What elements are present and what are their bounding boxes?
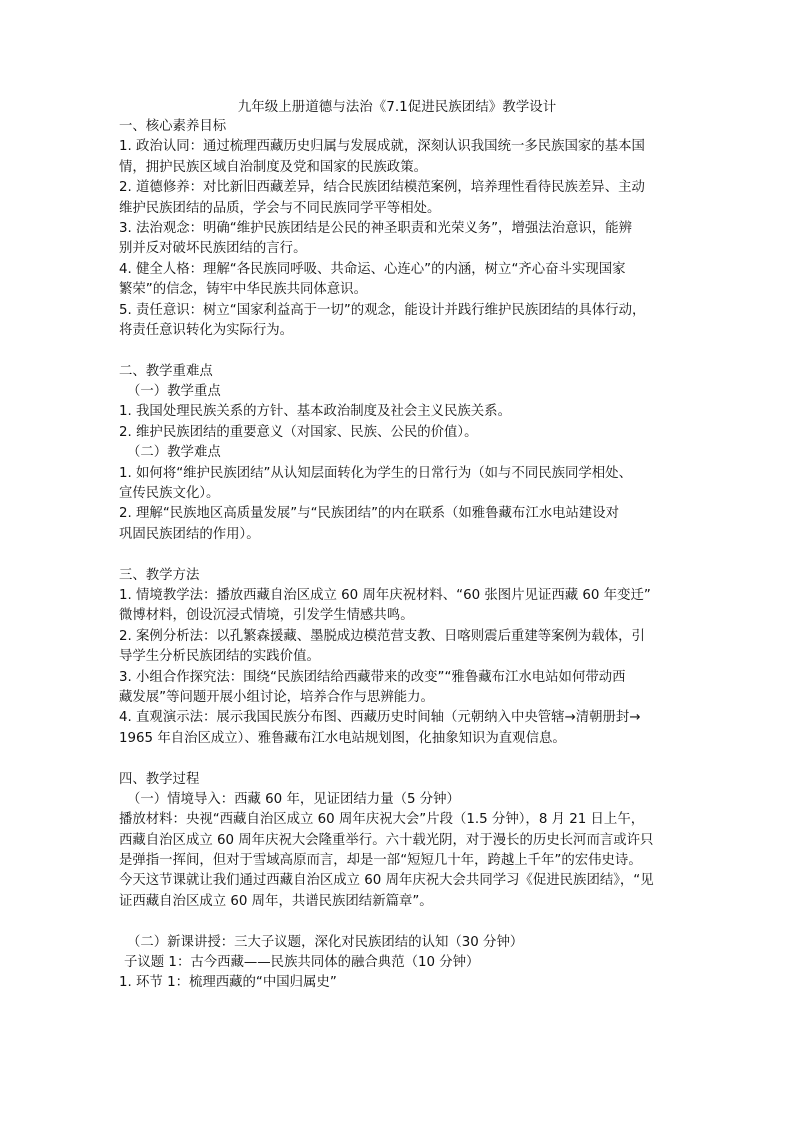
paragraph-line: 微博材料，创设沉浸式情境，引发学生情感共鸣。 [119,608,414,624]
topic-heading: 子议题 1：古今西藏——民族共同体的融合典范（10 分钟） [124,955,480,971]
paragraph-line: 3. 小组合作探究法：围绕“民族团结给西藏带来的改变”“雅鲁藏布江水电站如何带动西 [119,669,626,685]
step-heading: 1. 环节 1：梳理西藏的“中国归属史” [119,975,337,991]
paragraph-line: 播放材料：央视“西藏自治区成立 60 周年庆祝大会”片段（1.5 分钟），8 月 21 日上午， [119,812,645,828]
paragraph-line: 2. 案例分析法：以孔繁森援藏、墨脱成边模范营支教、日喀则震后重建等案例为载体，引 [119,628,645,644]
paragraph-line: 1. 我国处理民族关系的方针、基本政治制度及社会主义民族关系。 [119,404,511,420]
paragraph-line: 1965 年自治区成立）、雅鲁藏布江水电站规划图，化抽象知识为直观信息。 [119,730,566,746]
paragraph-line: 将责任意识转化为实际行为。 [119,322,294,338]
paragraph-line: 证西藏自治区成立 60 周年，共谱民族团结新篇章”。 [119,893,433,909]
blank-line [119,749,683,769]
paragraph-line: 宣传民族文化）。 [119,486,220,502]
paragraph-line: 繁荣”的信念，铸牢中华民族共同体意识。 [119,282,367,298]
paragraph-line: 2. 维护民族团结的重要意义（对国家、民族、公民的价值）。 [119,424,478,440]
paragraph-line: 5. 责任意识：树立“国家利益高于一切”的观念，能设计并践行维护民族团结的具体行动， [119,302,646,318]
section-heading-key-points: 二、教学重难点 [119,363,213,379]
section-heading-methods: 三、教学方法 [119,567,200,583]
document-title: 九年级上册道德与法治《7.1促进民族团结》教学设计 [237,99,557,115]
paragraph-line: 导学生分析民族团结的实践价值。 [119,649,320,665]
paragraph-line: 情，拥护民族区域自治制度及党和国家的民族政策。 [119,159,427,175]
document-body [119,117,683,994]
subheading-key-points: （一）教学重点 [127,384,221,400]
paragraph-line: 2. 理解“民族地区高质量发展”与“民族团结”的内在联系（如雅鲁藏布江水电站建设对 [119,506,620,522]
subheading-new-lesson: （二）新课讲授：三大子议题，深化对民族团结的认知（30 分钟） [127,934,524,950]
blank-line [119,545,683,565]
subheading-introduction: （一）情境导入：西藏 60 年，见证团结力量（5 分钟） [127,791,460,807]
paragraph-line: 维护民族团结的品质，学会与不同民族同学平等相处。 [119,200,441,216]
section-heading-process: 四、教学过程 [119,771,200,787]
paragraph-line: 1. 政治认同：通过梳理西藏历史归属与发展成就，深刻认识我国统一多民族国家的基本国 [119,139,645,155]
blank-line [119,912,683,932]
paragraph-line: 1. 如何将“维护民族团结”从认知层面转化为学生的日常行为（如与不同民族同学相处、 [119,465,632,481]
blank-line [119,341,683,361]
paragraph-line: 4. 健全人格：理解“各民族同呼吸、共命运、心连心”的内涵，树立“齐心奋斗实现国家 [119,261,626,277]
paragraph-line: 3. 法治观念：明确“维护民族团结是公民的神圣职责和光荣义务”，增强法治意识，能辨 [119,220,632,236]
paragraph-line: 今天这节课就让我们通过西藏自治区成立 60 周年庆祝大会共同学习《促进民族团结》，“见 [119,873,654,889]
paragraph-line: 是弹指一挥间，但对于雪域高原而言，却是一部“短短几十年，跨越上千年”的宏伟史诗。 [119,853,642,869]
paragraph-line: 4. 直观演示法：展示我国民族分布图、西藏历史时间轴（元朝纳入中央管辖→清朝册封→ [119,710,641,726]
paragraph-line: 2. 道德修养：对比新旧西藏差异，结合民族团结模范案例，培养理性看待民族差异、主动 [119,180,645,196]
paragraph-line: 1. 情境教学法：播放西藏自治区成立 60 周年庆祝材料、“60 张图片见证西藏 60 年变迁” [119,587,651,603]
section-heading-goals: 一、核心素养目标 [119,119,227,134]
paragraph-line: 藏发展”等问题开展小组讨论，培养合作与思辨能力。 [119,689,434,705]
subheading-difficulties: （二）教学难点 [127,445,221,461]
paragraph-line: 巩固民族团结的作用）。 [119,526,260,542]
paragraph-line: 别并反对破坏民族团结的言行。 [119,241,307,257]
paragraph-line: 西藏自治区成立 60 周年庆祝大会隆重举行。六十载光阴，对于漫长的历史长河而言或许只 [119,832,654,848]
